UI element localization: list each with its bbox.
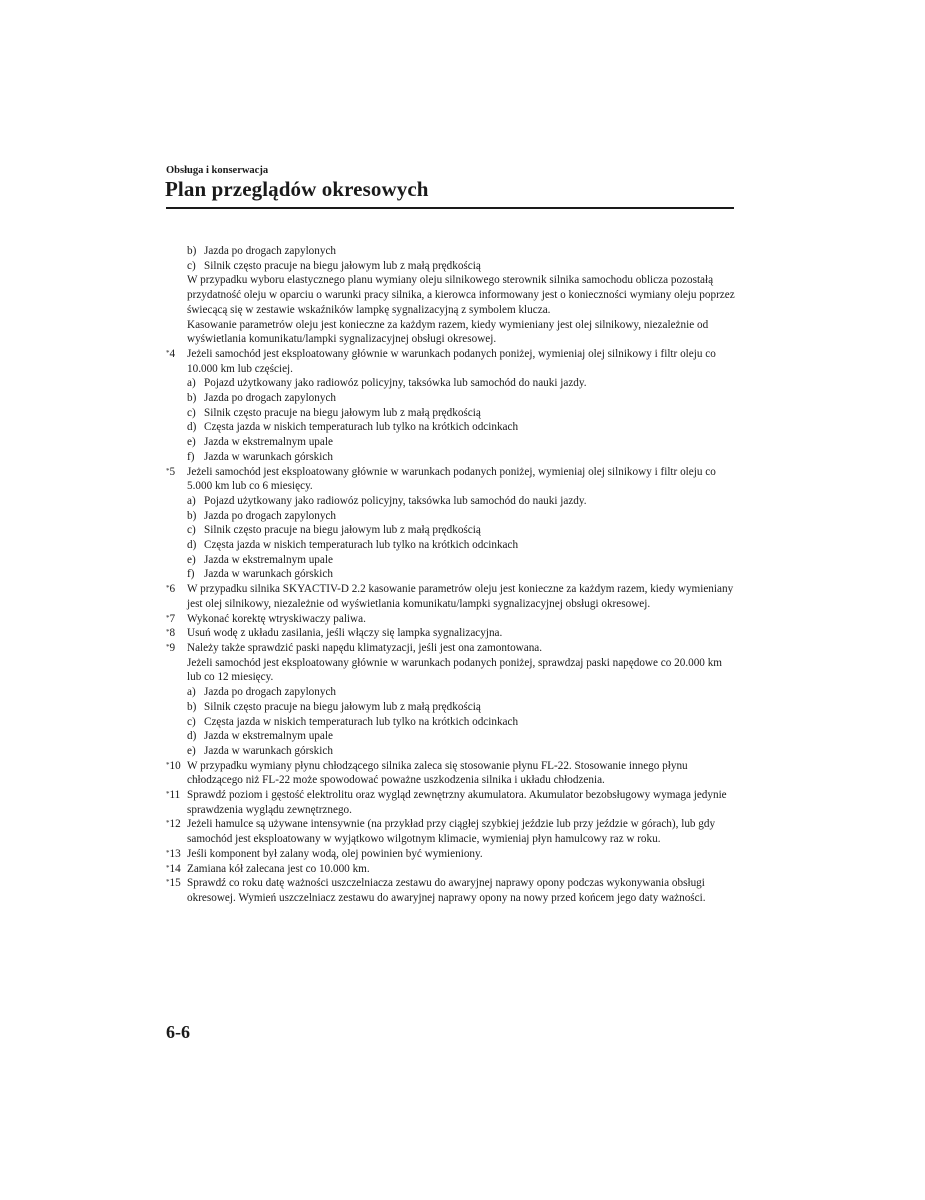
footnote-text: Jeśli komponent był zalany wodą, olej powinien być wymieniony. [187, 847, 483, 860]
intro-block [166, 244, 736, 347]
item-letter: d) [187, 730, 197, 743]
footnote-text: W przypadku silnika SKYACTIV-D 2.2 kasowanie parametrów oleju jest konieczne za każdym razem, kiedy wymieniany jest olej silnikowy, niezależnie od wyświetlania komunikatu/lampki sygnalizacyjnej obsługi okresowej. [187, 583, 734, 610]
list-item [187, 744, 736, 759]
list-item [187, 435, 736, 450]
item-letter: b) [187, 700, 197, 713]
item-text: Jazda w ekstremalnym upale [204, 730, 333, 743]
footnote-marker: *13 [166, 847, 181, 860]
item-letter: e) [187, 553, 196, 566]
footnote [166, 612, 736, 627]
list-item [187, 450, 736, 465]
item-letter: a) [187, 686, 196, 699]
list-item [187, 259, 736, 274]
footnote-text: Sprawdź co roku datę ważności uszczelniacza zestawu do awaryjnej naprawy opony podczas wykonywania obsługi okresowej. Wymień uszczelniacz zestawu do awaryjnej naprawy opony na nowy przed końcem jego daty ważności. [187, 877, 706, 904]
item-text: Jazda po drogach zapylonych [204, 245, 337, 257]
item-text: Częsta jazda w niskich temperaturach lub tylko na krótkich odcinkach [204, 539, 519, 552]
item-text: Silnik często pracuje na biegu jałowym lub z małą prędkością [204, 406, 481, 419]
list-item [187, 553, 736, 568]
list-item [187, 391, 736, 406]
footnote-marker: *10 [166, 759, 181, 772]
item-text: Jazda w warunkach górskich [204, 744, 333, 757]
footnote-text: Zamiana kół zalecana jest co 10.000 km. [187, 862, 370, 875]
item-text: Jazda po drogach zapylonych [204, 686, 337, 699]
intro-paragraph: Kasowanie parametrów oleju jest konieczne za każdym razem, kiedy wymieniany jest olej silnikowy, niezależnie od wyświetlania komunikatu/lampki sygnalizacyjnej obsługi okresowej. [187, 318, 709, 346]
list-item [187, 715, 736, 730]
footnote [166, 847, 736, 862]
item-letter: b) [187, 392, 197, 405]
footnote-text: Jeżeli samochód jest eksploatowany głównie w warunkach podanych poniżej, sprawdzaj paski napędowe co 20.000 km lub co 12 miesięcy. [187, 656, 722, 684]
list-item [187, 376, 736, 391]
footnote [166, 465, 736, 583]
footnote [166, 759, 736, 788]
item-letter: a) [187, 377, 196, 390]
item-text: Częsta jazda w niskich temperaturach lub tylko na krótkich odcinkach [204, 421, 519, 434]
item-text: Silnik często pracuje na biegu jałowym lub z małą prędkością [204, 700, 481, 713]
content [166, 244, 736, 906]
page-number: 6-6 [166, 1022, 190, 1042]
item-letter: c) [187, 259, 196, 272]
title-rule [166, 207, 734, 209]
footnote-marker: *8 [166, 627, 176, 640]
footnote-text: W przypadku wymiany płynu chłodzącego silnika zaleca się stosowanie płynu FL-22. Stosowanie innego płynu chłodzącego niż FL-22 może spowodować poważne uszkodzenia silnika i układu chłodzenia. [187, 759, 688, 787]
footnote [166, 347, 736, 465]
list-item [187, 523, 736, 538]
footnote [166, 876, 736, 905]
footnote-text: Usuń wodę z układu zasilania, jeśli włączy się lampka sygnalizacyjna. [187, 627, 503, 640]
footnote [166, 817, 736, 846]
item-letter: c) [187, 406, 196, 419]
list-item [187, 244, 736, 259]
footnote [166, 641, 736, 759]
item-letter: b) [187, 245, 197, 257]
item-text: Silnik często pracuje na biegu jałowym lub z małą prędkością [204, 524, 481, 537]
footnote-marker: *9 [166, 641, 176, 654]
item-letter: e) [187, 436, 196, 449]
list-item [187, 509, 736, 524]
item-letter: d) [187, 539, 197, 552]
footnote-marker: *4 [166, 347, 176, 360]
footnote-text: Sprawdź poziom i gęstość elektrolitu oraz wygląd zewnętrzny akumulatora. Akumulator bezobsługowy wymaga jedynie sprawdzenia wyglądu zewnętrznego. [187, 789, 727, 816]
footnote-text: Jeżeli hamulce są używane intensywnie (na przykład przy ciągłej szybkiej jeździe lub przy jeździe w górach), lub gdy samochód jest eksploatowany w wyjątkowo wilgotnym klimacie, wymieniaj płyn hamulcowy raz w roku. [187, 818, 716, 846]
item-letter: d) [187, 421, 197, 434]
list-item [187, 420, 736, 435]
item-letter: f) [187, 450, 195, 463]
item-text: Pojazd użytkowany jako radiowóz policyjny, taksówka lub samochód do nauki jazdy. [204, 377, 587, 390]
item-letter: c) [187, 524, 196, 537]
footnote [166, 788, 736, 817]
footnote-marker: *6 [166, 583, 176, 596]
item-text: Częsta jazda w niskich temperaturach lub tylko na krótkich odcinkach [204, 715, 519, 728]
footnote-text: Jeżeli samochód jest eksploatowany głównie w warunkach podanych poniżej, wymieniaj olej silnikowy i filtr oleju co 10.000 km lub częściej. [187, 347, 716, 375]
item-letter: e) [187, 744, 196, 757]
item-text: Jazda po drogach zapylonych [204, 509, 337, 522]
footnote-marker: *12 [166, 818, 181, 831]
footnote [166, 582, 736, 611]
item-letter: a) [187, 494, 196, 507]
footnote [166, 626, 736, 641]
item-text: Jazda w warunkach górskich [204, 450, 333, 463]
item-text: Jazda w warunkach górskich [204, 568, 333, 581]
item-text: Jazda po drogach zapylonych [204, 392, 337, 405]
footnote [166, 862, 736, 877]
footnote-marker: *5 [166, 465, 176, 478]
section-label: Obsługa i konserwacja [166, 165, 269, 176]
list-item [187, 567, 736, 582]
list-item [187, 685, 736, 700]
item-letter: f) [187, 568, 195, 581]
footnote-marker: *11 [166, 789, 181, 802]
footnote-marker: *7 [166, 612, 176, 625]
footnote-marker: *15 [166, 877, 181, 890]
footnote-text: Wykonać korektę wtryskiwaczy paliwa. [187, 612, 366, 625]
intro-paragraph: W przypadku wyboru elastycznego planu wymiany oleju silnikowego sterownik silnika samochodu oblicza pozostałą przydatność oleju w oparciu o warunki pracy silnika, a kierowca informowany jest o konieczności wymiany oleju poprzez świecącą się w zestawie wskaźników lampkę sygnalizacyjną z symbolem klucza. [187, 274, 735, 316]
list-item [187, 538, 736, 553]
footnotes [166, 347, 736, 906]
item-text: Silnik często pracuje na biegu jałowym lub z małą prędkością [204, 259, 481, 272]
list-item [187, 494, 736, 509]
page-title: Plan przeglądów okresowych [165, 177, 429, 201]
item-letter: b) [187, 509, 197, 522]
footnote-text: Należy także sprawdzić paski napędu klimatyzacji, jeśli jest ona zamontowana. [187, 641, 543, 654]
list-item [187, 729, 736, 744]
item-text: Jazda w ekstremalnym upale [204, 436, 333, 449]
footnote-marker: *14 [166, 862, 181, 875]
item-text: Pojazd użytkowany jako radiowóz policyjny, taksówka lub samochód do nauki jazdy. [204, 494, 587, 507]
item-text: Jazda w ekstremalnym upale [204, 553, 333, 566]
item-letter: c) [187, 715, 196, 728]
list-item [187, 700, 736, 715]
list-item [187, 406, 736, 421]
footnote-text: Jeżeli samochód jest eksploatowany głównie w warunkach podanych poniżej, wymieniaj olej silnikowy i filtr oleju co 5.000 km lub co 6 miesięcy. [187, 465, 716, 493]
